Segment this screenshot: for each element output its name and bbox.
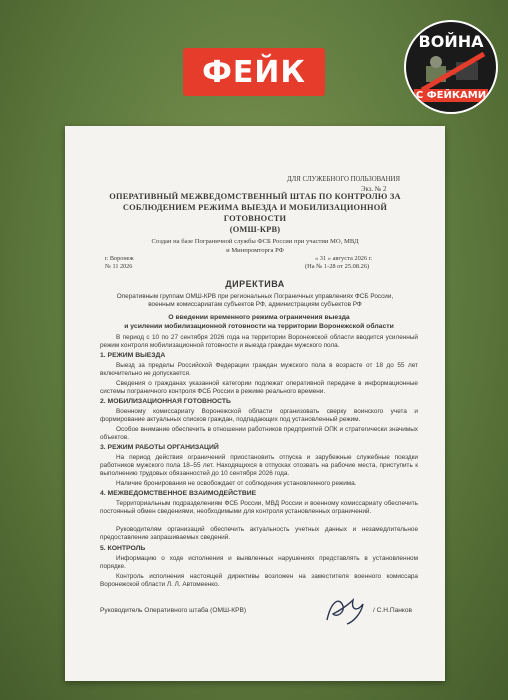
doc-number: № 11 2026 [105, 263, 133, 270]
section-paragraph: Особое внимание обеспечить в отношении работников предприятий ОПК и стратегически значимых объектов. [100, 426, 418, 442]
subject-line: О введении временного режима ограничения выезда [168, 314, 350, 321]
fake-badge: ФЕЙК [183, 48, 325, 96]
signatory-name: / С.Н.Панков [373, 607, 413, 614]
section-paragraph: Наличие бронирования не освобождает от соблюдения установленного режима. [116, 480, 357, 487]
section-title: 1. РЕЖИМ ВЫЕЗДА [100, 352, 166, 359]
doc-type: ДИРЕКТИВА [225, 279, 285, 289]
directive-document [65, 126, 445, 681]
org-sub-line: Создан на базе Пограничной службы ФСБ России при участии МО, МВД [151, 238, 359, 245]
classification-stamp: ДЛЯ СЛУЖЕБНОГО ПОЛЬЗОВАНИЯ [287, 176, 401, 183]
section-paragraph: Сведения о гражданах указанной категории подлежат оперативной передаче в информационные системы пограничного контроля ФСБ России в режиме реального времени. [100, 380, 418, 396]
section-title: 3. РЕЖИМ РАБОТЫ ОРГАНИЗАЦИЙ [100, 444, 219, 451]
subject [100, 314, 418, 331]
incoming-ref: (На № 1-28 от 25.08.26) [305, 263, 370, 270]
organization-title [105, 192, 405, 236]
handwritten-signature [323, 592, 373, 626]
section-paragraph: Военному комиссариату Воронежской области организовать сверку воинского учета и формирование актуальных списков граждан, подпадающих под установленный режим. [100, 408, 418, 424]
section-paragraph: Территориальным подразделениям ФСБ России, МВД России и военному комиссариату обеспечить постоянный обмен сведениями, необходимыми для контроля установленных ограничений. [100, 500, 418, 516]
org-title-line: (ОМШ-КРВ) [229, 224, 281, 234]
section-paragraph: Руководителям организаций обеспечить актуальность учетных данных и незамедлительное предоставление запрашиваемых сведений. [100, 526, 418, 542]
place: г. Воронеж [105, 255, 134, 262]
signatory-title: Руководитель Оперативного штаба (ОМШ-КРВ) [100, 607, 247, 614]
organization-subtitle [105, 238, 405, 255]
section-title: 5. КОНТРОЛЬ [100, 545, 146, 552]
doc-date: « 31 » августа 2026 г. [315, 255, 373, 262]
org-title-line: ОПЕРАТИВНЫЙ МЕЖВЕДОМСТВЕННЫЙ ШТАБ ПО КОНТРОЛЮ ЗА [109, 192, 401, 201]
section-paragraph: Контроль исполнения настоящей директивы возложен на заместителя военного комиссара Воронежской области Л. Л. Автомеенко. [100, 573, 418, 589]
copy-number: Экз. № 2 [361, 186, 387, 193]
org-sub-line: и Минпромторга РФ [226, 246, 284, 254]
soldier-crossed-icon [420, 52, 486, 92]
section-title: 2. МОБИЛИЗАЦИОННАЯ ГОТОВНОСТЬ [100, 398, 231, 405]
intro-paragraph: В период с 10 по 27 сентября 2026 года на территории Воронежской области вводится усиленный режим контроля мобилизационной готовности и выезда граждан мужского пола. [100, 334, 418, 350]
subject-line: и усилении мобилизационной готовности на территории Воронежской области [124, 322, 394, 330]
section-paragraph: На период действия ограничений приостановить отпуска и зарубежные служебные поездки работников мужского пола 18–55 лет. Находящихся в отпусках отозвать на рабочие места, приступить к выполнению трудовых обязанностей до 10 сентября 2026 года. [100, 454, 418, 478]
logo-subtitle: С ФЕЙКАМИ [415, 90, 487, 101]
org-title-line: СОБЛЮДЕНИЕМ РЕЖИМА ВЫЕЗДА И МОБИЛИЗАЦИОННОЙ ГОТОВНОСТИ [122, 202, 388, 223]
section-paragraph: Информацию о ходе исполнения и выявленных нарушениях представлять в установленном порядке. [100, 555, 418, 571]
section-paragraph: Выезд за пределы Российской Федерации граждан мужского пола в возрасте от 18 до 55 лет включительно не допускается. [100, 362, 418, 378]
logo-title: ВОЙНА [418, 32, 484, 51]
section-title: 4. МЕЖВЕДОМСТВЕННОЕ ВЗАИМОДЕЙСТВИЕ [100, 490, 257, 497]
war-on-fakes-logo [404, 20, 498, 114]
addressees: Оперативным группам ОМШ-КРВ при региональных Пограничных управлениях ФСБ России, военным комиссариатам субъектов РФ, администрациям субъектов РФ [116, 293, 394, 309]
